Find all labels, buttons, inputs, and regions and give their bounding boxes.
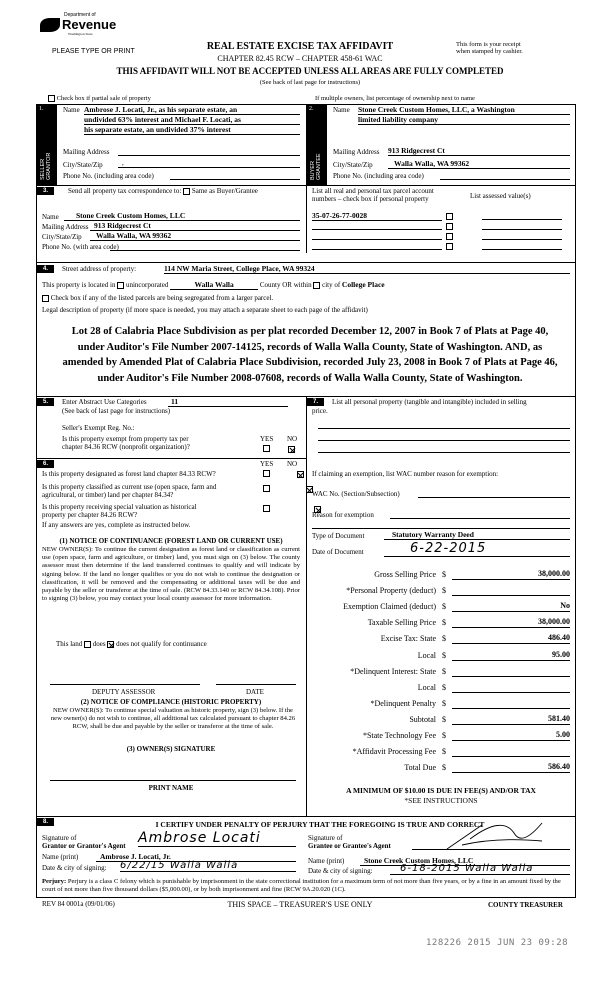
fee-row: [306, 616, 576, 630]
does-label: does: [92, 640, 106, 648]
s3-mail-label: Mailing Address: [42, 223, 89, 231]
fee-label: Excise Tax: State: [380, 634, 436, 644]
s5-no-header: NO: [287, 435, 298, 443]
s7-property-line1[interactable]: [318, 428, 570, 429]
s4-street-field[interactable]: 114 NW Maria Street, College Place, WA 99324: [164, 264, 570, 274]
wac-label: WAC No. (Section/Subsection): [312, 490, 400, 498]
fee-label: Local: [417, 682, 436, 692]
s1-number: 1.: [39, 106, 44, 112]
dollar-sign: $: [442, 634, 446, 644]
dollar-sign: $: [442, 731, 446, 740]
parcel-4-checkbox[interactable]: [446, 243, 453, 250]
parcel-1[interactable]: 35-07-26-77-0028: [312, 211, 442, 221]
fee-value[interactable]: 581.40: [452, 714, 570, 725]
fee-row: [306, 697, 576, 711]
s3-name-field[interactable]: Stone Creek Custom Homes, LLC: [64, 211, 300, 221]
s7-property-line3[interactable]: [318, 452, 570, 453]
dollar-sign: $: [442, 714, 446, 724]
s6-q4: If any answers are yes, complete as instructed below.: [42, 521, 191, 529]
segregated-label: Check box if any of the listed parcels are being segregated from a larger parcel.: [50, 294, 274, 302]
s6-q2-line2: agricultural, or timber) land per chapter 84.34?: [42, 491, 174, 499]
parcel-1-checkbox[interactable]: [446, 213, 453, 220]
reason-label: Reason for exemption: [312, 511, 374, 519]
s5-seeback: (See back of last page for instructions): [62, 407, 171, 415]
s6-q2-line1: Is this property classified as current use (open space, farm and: [42, 483, 217, 491]
grantor-sig-label-1: Signature of: [42, 834, 77, 842]
logo-text: Revenue: [62, 17, 117, 32]
partial-sale-label: Check box if partial sale of property: [56, 95, 151, 102]
fee-row: [306, 584, 576, 598]
assessor-date-label: DATE: [246, 688, 264, 696]
s6-q3: [42, 503, 197, 519]
fee-row: [306, 600, 576, 614]
s2-city-label: City/State/Zip: [333, 161, 373, 169]
fee-value[interactable]: 38,000.00: [452, 617, 570, 628]
grantor-name-field[interactable]: Ambrose J. Locati, Jr.: [96, 852, 296, 862]
fee-row: [306, 745, 576, 759]
unincorporated-checkbox[interactable]: [117, 282, 124, 289]
logo-state: Washington State: [68, 32, 93, 36]
s6-yes-header: YES: [260, 460, 274, 468]
legal-description: Lot 28 of Calabria Place Subdivision as per plat recorded December 12, 2007 in Book 7 of Plats at Page 40, under Auditor's File Number 2007-14125, records of Walla Walla County, State of Washington. AND, as amended by Amended Plat of Calabria Place Subdivision, recorded July 23, 2008 in Book 7 of Plats at Page 46, under Auditor's File Number 2008-07608, records of Walla Walla County, State of Washington.: [62, 326, 558, 384]
s3-number-badge: [37, 186, 54, 195]
s2-number: 2.: [309, 106, 314, 112]
fee-value[interactable]: 95.00: [452, 650, 570, 661]
claim-label: If claiming an exemption, list WAC number reason for exemption:: [312, 470, 499, 478]
perjury-notice: [42, 878, 572, 894]
s8-number: 8.: [37, 818, 54, 826]
fee-row: [306, 681, 576, 695]
doc-type-label: Type of Document: [312, 532, 365, 540]
grantee-name-field[interactable]: Stone Creek Custom Homes, LLC: [360, 856, 570, 866]
parcel-2-checkbox[interactable]: [446, 223, 453, 230]
notice1-title: (1) NOTICE OF CONTINUANCE (FOREST LAND OR CURRENT USE): [59, 537, 283, 545]
s2-city-field[interactable]: Walla Walla, WA 99362: [388, 159, 570, 169]
dollar-sign: $: [442, 618, 446, 628]
s2-phone-field[interactable]: [440, 179, 570, 180]
land-label: This land: [56, 640, 83, 648]
s5-number: 5.: [37, 398, 54, 406]
s3-list-line2: numbers – check box if personal property: [312, 195, 429, 203]
dollar-sign: $: [442, 763, 446, 773]
fee-row: [306, 729, 576, 743]
s3-phone-label: Phone No. (with area code): [42, 243, 119, 251]
doc-date-field[interactable]: 6-22-2015: [384, 542, 570, 557]
fee-value[interactable]: [452, 746, 570, 757]
assessed-1[interactable]: [482, 219, 562, 220]
grantee-date-label: Date & city of signing:: [308, 867, 373, 875]
s3-mail-field[interactable]: 913 Ridgecrest Ct: [90, 221, 300, 231]
grantee-signature[interactable]: [412, 849, 570, 850]
receipt-line1: This form is your receipt: [456, 41, 521, 48]
grantor-name-label: Name (print): [42, 853, 79, 861]
s5-yes-header: YES: [260, 435, 274, 443]
fee-value[interactable]: 586.40: [452, 762, 570, 773]
logo-dept: Department of: [64, 12, 96, 18]
segregated-checkbox[interactable]: [42, 295, 49, 302]
s6-q3-line2: property per chapter 84.26 RCW?: [42, 511, 138, 519]
s7-list-line1: List all personal property (tangible and intangible) included in selling: [332, 398, 527, 406]
fee-row: [306, 649, 576, 663]
parcel-3[interactable]: [312, 239, 442, 240]
s1-phone-field[interactable]: [170, 179, 300, 180]
fee-value[interactable]: [452, 585, 570, 596]
s1-name-line2: undivided 63% interest and Michael F. Locati, as: [84, 115, 300, 125]
receipt-line2: when stamped by cashier.: [456, 48, 523, 55]
owner-signature-label: (3) OWNER(S) SIGNATURE: [126, 745, 216, 753]
s5-q1-line1: Is this property exempt from property tax per: [62, 435, 189, 443]
s3-same-checkbox[interactable]: [183, 188, 190, 195]
fee-value[interactable]: [452, 682, 570, 693]
s3-list-line1: List all real and personal tax parcel account: [312, 187, 434, 195]
s6-q2-yes-checkbox[interactable]: [263, 485, 270, 492]
s4-legal-label: Legal description of property (if more space is needed, you may attach a separate sheet to each page of the affidavit): [42, 306, 368, 314]
parcel-4[interactable]: [312, 249, 442, 250]
fee-row: [306, 665, 576, 679]
s7-number: 7.: [307, 398, 324, 406]
s2-name-label: Name: [333, 106, 350, 114]
s4-number-badge: [37, 264, 54, 273]
s1-side-label: SELLER GRANTOR: [40, 140, 52, 180]
assessed-4[interactable]: [482, 249, 562, 250]
s3-number: 3.: [37, 187, 54, 195]
s3-send: [68, 187, 258, 195]
s7-property-line2[interactable]: [318, 440, 570, 441]
fee-label: *Delinquent Penalty: [370, 698, 436, 708]
s5-yes-checkbox[interactable]: [263, 445, 270, 452]
partial-sale: [48, 95, 151, 102]
grantor-signature[interactable]: Ambrose Locati: [138, 830, 296, 847]
grantee-name-label: Name (print): [308, 857, 345, 865]
s3-same-label: Same as Buyer/Grantee: [191, 187, 258, 195]
does-not-label: does not qualify for continuance: [116, 640, 207, 648]
s1-name-line3: his separate estate, an undivided 37% interest: [84, 125, 300, 135]
treasurer-stamp: 128226 2015 JUN 23 09:28: [426, 938, 569, 948]
s4-street-label: Street address of property:: [62, 265, 137, 273]
does-not-checkbox[interactable]: [107, 641, 114, 648]
partial-sale-checkbox[interactable]: [48, 95, 55, 102]
multiple-owners: If multiple owners, list percentage of ownership next to name: [315, 95, 475, 102]
form-chapter: CHAPTER 82.45 RCW – CHAPTER 458-61 WAC: [217, 54, 383, 63]
county-field[interactable]: Walla Walla: [170, 280, 258, 290]
s7-list-line2: price.: [312, 407, 328, 415]
notice2-body: NEW OWNER(S): To continue special valuation as historic property, sign (3) below. If the new owner(s) do not wish to continue, all additional tax calculated pursuant to chapter 84.26 RCW, shall be due and payable by the seller or transferor at the time of sale.: [50, 707, 296, 731]
s2-name-line1: Stone Creek Custom Homes, LLC, a Washington: [358, 105, 570, 115]
s1-name-line1: Ambrose J. Locati, Jr., as his separate estate, an: [84, 105, 300, 115]
s1-city-label: City/State/Zip: [63, 161, 103, 169]
please-type: PLEASE TYPE OR PRINT: [52, 48, 135, 55]
form-revision: REV 84 0001a (09/01/06): [42, 900, 115, 908]
fee-label: Total Due: [404, 763, 436, 773]
county-treasurer: COUNTY TREASURER: [488, 901, 563, 909]
s5-abstract-field[interactable]: 11: [168, 397, 288, 407]
grantor-sig-label-2: Grantor or Grantor's Agent: [42, 842, 126, 850]
dollar-sign: $: [442, 747, 446, 757]
s6-q3-line1: Is this property receiving special valuation as historical: [42, 503, 197, 511]
s5-q1-line2: chapter 84.36 RCW (nonprofit organization)?: [62, 443, 190, 451]
fee-row: [306, 568, 576, 582]
fee-label: Local: [417, 650, 436, 660]
dollar-sign: $: [442, 586, 446, 596]
fee-row: [306, 632, 576, 646]
fee-label: *Delinquent Interest: State: [350, 666, 436, 676]
s2-mail-field[interactable]: 913 Ridgecrest Ct: [388, 146, 570, 156]
s1-name-label: Name: [63, 106, 80, 114]
grantor-date-field[interactable]: 6/22/15 Walla Walla: [120, 860, 296, 872]
grantee-sig-label-1: Signature of: [308, 834, 343, 842]
fee-value[interactable]: [452, 666, 570, 677]
see-instructions: *SEE INSTRUCTIONS: [404, 796, 478, 805]
print-name-label: PRINT NAME: [148, 784, 194, 792]
notice2-title: (2) NOTICE OF COMPLIANCE (HISTORIC PROPERTY): [80, 698, 262, 706]
reason-field[interactable]: [390, 518, 570, 519]
s7-number-badge: [307, 397, 324, 406]
fee-label: Gross Selling Price: [374, 570, 436, 579]
city-of-label: city of: [322, 281, 341, 289]
wac-field[interactable]: [418, 497, 570, 498]
minimum-note: A MINIMUM OF $10.00 IS DUE IN FEE(S) AND/OR TAX: [346, 786, 536, 795]
grantee-sig-label-2: Grantee or Grantee's Agent: [308, 842, 391, 850]
s1-mail-label: Mailing Address: [63, 148, 110, 156]
fee-label: Taxable Selling Price: [367, 618, 436, 628]
s2-name-line2: limited liability company: [358, 115, 570, 125]
assessor-date-line[interactable]: [216, 684, 296, 685]
grantor-date-label: Date & city of signing:: [42, 864, 107, 872]
form-title: REAL ESTATE EXCISE TAX AFFIDAVIT: [206, 41, 394, 52]
fee-value[interactable]: 5.00: [452, 730, 570, 741]
fee-row: [306, 713, 576, 727]
dollar-sign: $: [442, 682, 446, 692]
s3-city-label: City/State/Zip: [42, 233, 82, 241]
deputy-assessor-label: DEPUTY ASSESSOR: [92, 688, 156, 696]
s5-number-badge: [37, 397, 54, 406]
s3-phone-field[interactable]: [110, 250, 300, 251]
s2-phone-label: Phone No. (including area code): [333, 172, 424, 180]
s5-question: [62, 435, 190, 451]
s8-number-badge: [37, 817, 54, 826]
s1-phone-label: Phone No. (including area code): [63, 172, 154, 180]
fee-value[interactable]: No: [452, 601, 570, 612]
fee-value[interactable]: [452, 698, 570, 709]
fee-label: Subtotal: [409, 714, 436, 724]
grantee-signature-mark: [442, 819, 552, 853]
receipt-note: [456, 41, 523, 55]
assessed-2[interactable]: [482, 229, 562, 230]
s6-number: 6.: [37, 460, 54, 468]
s5-abstract-label: Enter Abstract Use Categories: [62, 398, 147, 406]
doc-type-field[interactable]: Statutory Warranty Deed: [384, 530, 570, 540]
fee-label: Exemption Claimed (deduct): [343, 602, 436, 612]
perjury-label: Perjury:: [42, 878, 67, 885]
fee-label: *Affidavit Processing Fee: [352, 747, 436, 757]
see-back: (See back of last page for instructions): [259, 79, 361, 86]
s4-located-label: This property is located in: [42, 281, 116, 289]
s6-no-header: NO: [287, 460, 298, 468]
s1-mail-field[interactable]: [118, 155, 300, 156]
city-field[interactable]: College Place: [341, 280, 385, 289]
grantee-sig-label: [308, 834, 391, 850]
county-or-label: County OR within: [259, 281, 312, 289]
logo: [40, 12, 116, 36]
dollar-sign: $: [442, 602, 446, 612]
fee-value[interactable]: 486.40: [452, 633, 570, 644]
s6-q2: [42, 483, 216, 499]
s6-q1-yes-checkbox[interactable]: [263, 470, 270, 477]
s3-city-field[interactable]: Walla Walla, WA 99362: [90, 231, 300, 241]
fee-row: [306, 761, 576, 775]
parcel-3-checkbox[interactable]: [446, 233, 453, 240]
notice1-body: NEW OWNER(S): To continue the current designation as forest land or classification as current use (open space, farm and agriculture, or timber) land, you must sign on (3) below. The county assessor must then determine if the land transferred continues to qualify and will indicate by signing below. If the land no longer qualifies or you do not wish to continue the designation or classification, it will be removed and the compensating or additional taxes will be due and payable by the seller or transferor at the time of sale. (RCW 84.33.140 or RCW 84.34.108). Prior to signing (3) below, you may contact your local county assessor for more information.: [42, 546, 300, 603]
s2-mail-label: Mailing Address: [333, 148, 380, 156]
s4-number: 4.: [37, 265, 54, 273]
s6-number-badge: [37, 459, 54, 468]
s1-city-field[interactable]: ,: [118, 159, 300, 168]
treasurer-space: THIS SPACE – TREASURER'S USE ONLY: [227, 900, 373, 909]
warning-banner: THIS AFFIDAVIT WILL NOT BE ACCEPTED UNLESS ALL AREAS ARE FULLY COMPLETED: [116, 66, 504, 76]
s5-exempt-reg: Seller's Exempt Reg. No.:: [62, 424, 135, 432]
s4-segregated: [42, 294, 273, 302]
city-checkbox[interactable]: [313, 282, 320, 289]
s3-list-note: [312, 187, 434, 203]
s2-side-label: BUYER GRANTEE: [310, 140, 322, 180]
grantee-date-field[interactable]: 6-18-2015 Walla Walla: [390, 863, 570, 875]
dollar-sign: $: [442, 570, 446, 579]
s3-send-label: Send all property tax correspondence to:: [68, 187, 182, 195]
certify-text: I CERTIFY UNDER PENALTY OF PERJURY THAT THE FOREGOING IS TRUE AND CORRECT: [155, 820, 485, 829]
dollar-sign: $: [442, 650, 446, 660]
does-checkbox[interactable]: [84, 641, 91, 648]
dollar-sign: $: [442, 698, 446, 708]
s4-located: [42, 280, 385, 290]
doc-date-label: Date of Document: [312, 548, 364, 556]
assessed-3[interactable]: [482, 239, 562, 240]
dollar-sign: $: [442, 666, 446, 676]
unincorporated-label: unincorporated: [125, 281, 169, 289]
grantor-sig-label: [42, 834, 126, 850]
deputy-assessor-line[interactable]: [50, 684, 200, 685]
fee-label: *Personal Property (deduct): [346, 586, 436, 596]
s6-q1: Is this property designated as forest land chapter 84.33 RCW?: [42, 470, 216, 478]
s5-no-checkbox[interactable]: [288, 446, 295, 453]
s6-q1-no-checkbox[interactable]: [297, 471, 304, 478]
fee-value[interactable]: 38,000.00: [452, 569, 570, 580]
perjury-text: Perjury is a class C felony which is punishable by imprisonment in the state correctional institution for a maximum term of not more than five years, or by a fine in an amount fixed by the court of not more than five thousand dollars ($5,000.00), or by both imprisonment and fine (RCW 9A.20.020 (1C).: [42, 878, 561, 893]
s3-name-label: Name: [42, 213, 59, 221]
reason-field-2[interactable]: [312, 528, 570, 529]
logo-mark-icon: [40, 18, 60, 32]
parcel-2[interactable]: [312, 229, 442, 230]
s3-assessed-header: List assessed value(s): [470, 192, 531, 200]
owner-signature-line[interactable]: [50, 780, 296, 781]
s6-continuance: [56, 640, 207, 648]
fee-label: *State Technology Fee: [362, 731, 436, 740]
s6-q3-yes-checkbox[interactable]: [263, 505, 270, 512]
